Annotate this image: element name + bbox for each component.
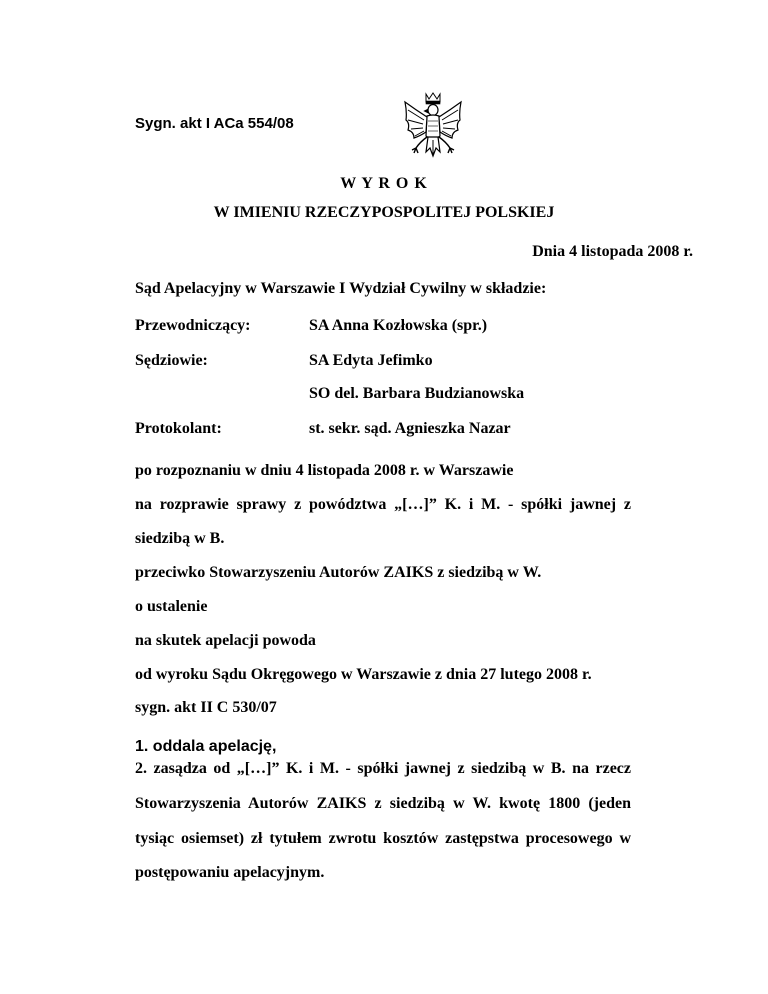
proceedings-line-3: siedzibą w B. (135, 530, 225, 547)
ruling-point-2-line-1: 2. zasądza od „[…]” K. i M. - spółki jawnej z siedzibą w B. na rzecz (135, 760, 631, 777)
panel-role-clerk: Protokolant: (135, 420, 222, 437)
ruling-point-1: 1. oddala apelację, (135, 738, 277, 755)
proceedings-line-5: o ustalenie (135, 598, 208, 615)
proceedings-line-2: na rozprawie sprawy z powództwa „[…]” K. i M. - spółki jawnej z (135, 496, 631, 513)
proceedings-line-1: po rozpoznaniu w dniu 4 listopada 2008 r. w Warszawie (135, 462, 514, 479)
panel-name-clerk: st. sekr. sąd. Agnieszka Nazar (309, 420, 511, 437)
verdict-subtitle: W IMIENIU RZECZYPOSPOLITEJ POLSKIEJ (213, 204, 555, 221)
proceedings-line-8: sygn. akt II C 530/07 (135, 699, 277, 716)
court-intro: Sąd Apelacyjny w Warszawie I Wydział Cywilny w składzie: (135, 280, 547, 297)
panel-name-judge-2: SO del. Barbara Budzianowska (309, 385, 525, 402)
panel-name-judge-1: SA Edyta Jefimko (309, 352, 433, 369)
panel-role-chair: Przewodniczący: (135, 317, 251, 334)
panel-role-judges: Sędziowie: (135, 352, 208, 369)
verdict-date: Dnia 4 listopada 2008 r. (532, 243, 693, 260)
case-signature: Sygn. akt I ACa 554/08 (135, 115, 294, 132)
panel-name-chair: SA Anna Kozłowska (spr.) (309, 317, 488, 334)
polish-eagle-emblem-icon (402, 90, 464, 166)
ruling-point-2-line-3: tysiąc osiemset) zł tytułem zwrotu kosztów zastępstwa procesowego w (135, 830, 631, 847)
proceedings-line-4: przeciwko Stowarzyszeniu Autorów ZAIKS z siedzibą w W. (135, 564, 542, 581)
ruling-point-2-line-4: postępowaniu apelacyjnym. (135, 864, 325, 881)
verdict-title: W Y R O K (340, 175, 428, 192)
proceedings-line-7: od wyroku Sądu Okręgowego w Warszawie z dnia 27 lutego 2008 r. (135, 666, 592, 683)
ruling-point-2-line-2: Stowarzyszenia Autorów ZAIKS z siedzibą w W. kwotę 1800 (jeden (135, 795, 631, 812)
proceedings-line-6: na skutek apelacji powoda (135, 632, 316, 649)
